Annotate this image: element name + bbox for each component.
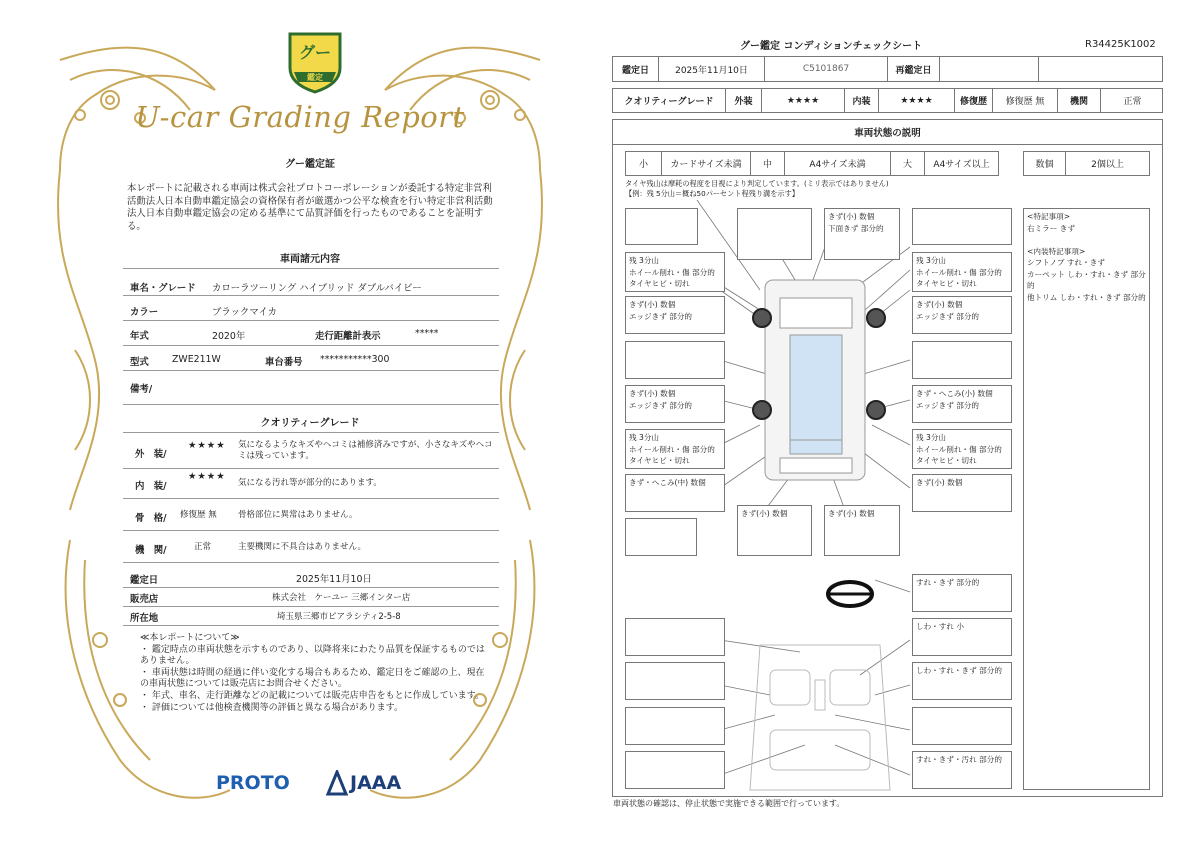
divider (123, 370, 499, 371)
note-box-empty (625, 341, 725, 379)
svg-text:グー: グー (298, 43, 332, 62)
tire-front-right (867, 309, 885, 327)
tire-rear-left (753, 401, 771, 419)
address-label: 所在地 (130, 613, 159, 624)
divider (123, 404, 499, 405)
note-box-empty (625, 618, 725, 656)
interior-label: 内 装/ (135, 481, 167, 492)
engine-label: 機関 (1058, 89, 1101, 112)
mileage-label: 走行距離計表示 (315, 331, 381, 342)
note-front-door-left: きず(小) 数個 エッジきず 部分的 (625, 296, 725, 334)
year-value: 2020年 (212, 331, 246, 342)
count-label: 数個 (1024, 152, 1066, 175)
ext-stars: ★★★★ (762, 89, 845, 112)
jaaa-mark-icon (326, 770, 348, 796)
note-tire-front-right: 残 3分山 ホイール削れ・傷 部分的 タイヤヒビ・切れ (912, 252, 1012, 292)
vehicle-label: 車名・グレード (130, 283, 196, 294)
remarks-label: 備考/ (130, 384, 153, 395)
report-notes (140, 633, 490, 714)
note-box-empty (625, 662, 725, 700)
note-tire-rear-left: 残 3分山 ホイール削れ・傷 部分的 タイヤヒビ・切れ (625, 429, 725, 469)
note-interior-1: しわ・すれ 小 (912, 618, 1012, 656)
divider (123, 606, 499, 607)
report-script-title: U-car Grading Report (135, 100, 465, 134)
repair-value: 修復歴 無 (993, 89, 1058, 112)
interior-stars: ★★★★ (188, 471, 226, 482)
condition-check-sheet (610, 0, 1170, 848)
size-legend (625, 151, 999, 176)
int-label: 内装 (845, 89, 879, 112)
note-box-empty (625, 518, 697, 556)
note-interior-3: すれ・きず・汚れ 部分的 (912, 751, 1012, 789)
divider (123, 587, 499, 588)
reinspect-label: 再鑑定日 (888, 57, 940, 81)
size-small-desc: カードサイズ未満 (662, 152, 751, 175)
tire-note: タイヤ残山は摩耗の程度を目視により判定しています。(ミリ表示ではありません) (625, 179, 889, 188)
note-tire-front-left: 残 3分山 ホイール削れ・傷 部分的 タイヤヒビ・切れ (625, 252, 725, 292)
goo-kantei-logo (286, 32, 344, 94)
proto-logo: PROTO (216, 772, 290, 794)
grade-label: クオリティーグレード (613, 89, 726, 112)
color-value: ブラックマイカ (212, 307, 277, 318)
special-notes: <特記事項> 右ミラー きず <内装特記事項> シフトノブ すれ・きず カーペット しわ・すれ・きず 部分的 他トリム しわ・すれ・きず 部分的 (1023, 208, 1150, 790)
interior-diagram (750, 645, 890, 790)
divider (123, 268, 499, 269)
note-item: ・ 評価については他検査機関等の評価と異なる場合があります。 (140, 702, 403, 713)
grade-row (612, 88, 1163, 113)
note-quarter-right: きず(小) 数個 (912, 474, 1012, 512)
chassis-value: ***********300 (320, 354, 390, 365)
exterior-stars: ★★★★ (188, 440, 226, 451)
note-interior-2: しわ・すれ・きず 部分的 (912, 662, 1012, 700)
note-rear-door-right: きず・へこみ(小) 数個 エッジきず 部分的 (912, 385, 1012, 423)
note-box-empty (625, 208, 698, 245)
sheet-title: グー鑑定 コンディションチェックシート (740, 41, 923, 52)
certificate-statement: 本レポートに記載される車両は株式会社プロトコーポレーションが委託する特定非営利活動法人日本自動車鑑定協会の資格保有者が厳選かつ公平な検査を行い特定非営利活動法人日本自動車鑑定協会の定める基準にて品質評価を行ったものであることを証明する。 (127, 183, 493, 232)
interior-text: 気になる汚れ等が部分的にあります。 (238, 478, 382, 488)
repair-label: 修復歴 (955, 89, 993, 112)
tire-example: 【例：残 5分山＝概ね50パーセント程残り溝を示す】 (625, 189, 799, 198)
note-box-empty (625, 707, 725, 745)
divider (123, 468, 499, 469)
divider (123, 562, 499, 563)
engine-value: 正常 (1123, 97, 1142, 107)
divider (123, 625, 499, 626)
model-value: ZWE211W (172, 354, 221, 365)
exterior-label: 外 装/ (135, 449, 167, 460)
date-value: 2025年11月10日 (659, 57, 765, 81)
vehicle-value: カローラツーリング ハイブリッド ダブルバイビー (212, 283, 422, 294)
note-rear-right: きず(小) 数個 (824, 505, 900, 556)
note-steering: すれ・きず 部分的 (912, 574, 1012, 612)
model-label: 型式 (130, 357, 149, 368)
note-item: ・ 鑑定時点の車両状態を示すものであり、以降将来にわたり品質を保証するものではありません。 (140, 644, 485, 667)
tire-rear-right (867, 401, 885, 419)
size-small: 小 (626, 152, 662, 175)
year-label: 年式 (130, 331, 149, 342)
divider (123, 530, 499, 531)
sheet-footer: 車両状態の確認は、停止状態で実施できる範囲で行っています。 (613, 799, 845, 808)
sheet-id: R34425K1002 (1085, 39, 1156, 50)
inspection-date-row (612, 56, 1163, 82)
mileage-value: ***** (415, 328, 439, 339)
count-legend (1023, 151, 1150, 176)
note-quarter-left: きず・へこみ(中) 数個 (625, 474, 725, 512)
note-tire-rear-right: 残 3分山 ホイール削れ・傷 部分的 タイヤヒビ・切れ (912, 429, 1012, 469)
divider (123, 498, 499, 499)
chassis-label: 車台番号 (265, 357, 303, 368)
engine-text: 主要機関に不具合はありません。 (238, 542, 367, 552)
date-label: 鑑定日 (130, 575, 159, 586)
note-top-right: きず(小) 数個 下面きず 部分的 (824, 208, 900, 260)
exterior-text: 気になるようなキズやヘコミは補修済みですが、小さなキズやヘコミは残っています。 (238, 440, 493, 461)
quality-heading: クオリティーグレード (260, 418, 360, 429)
note-box-empty (912, 341, 1012, 379)
frame-text: 骨格部位に異常はありません。 (238, 510, 358, 520)
notes-title: ≪本レポートについて≫ (140, 633, 240, 643)
note-box-empty (912, 208, 1012, 245)
divider (123, 345, 499, 346)
reinspect-value (940, 57, 1039, 81)
note-box-empty (737, 208, 812, 260)
note-item: ・ 年式、車名、走行距離などの記載については販売店申告をもとに作成しています。 (140, 690, 484, 701)
frame-sub: 修復歴 無 (180, 510, 217, 520)
jaaa-logo: JAAA (350, 772, 402, 794)
engine-sub: 正常 (194, 542, 212, 552)
note-item: ・ 車両状態は時間の経過に伴い変化する場合もあるため、鑑定日をご確認の上、現在の車両状態については販売店にお問合せください。 (140, 667, 485, 690)
cert-number: C5101867 (765, 57, 888, 81)
dealer-label: 販売店 (130, 594, 159, 605)
note-box-empty (912, 707, 1012, 745)
tire-front-left (753, 309, 771, 327)
divider (123, 432, 499, 433)
size-big: 大 (891, 152, 925, 175)
certificate-title: グー鑑定証 (285, 159, 335, 170)
dealer-value: 株式会社 ケーユー 三郷インター店 (272, 593, 411, 603)
note-rear-left: きず(小) 数個 (737, 505, 812, 556)
specs-heading: 車両諸元内容 (280, 254, 340, 265)
count-desc: 2個以上 (1091, 160, 1124, 170)
size-mid-desc: A4サイズ未満 (785, 152, 891, 175)
divider (123, 320, 499, 321)
note-front-door-right: きず(小) 数個 エッジきず 部分的 (912, 296, 1012, 334)
frame-label: 骨 格/ (135, 513, 167, 524)
engine-label: 機 関/ (135, 545, 167, 556)
size-mid: 中 (751, 152, 785, 175)
address-value: 埼玉県三郷市ピアラシティ2-5-8 (277, 612, 401, 622)
divider (123, 295, 499, 296)
size-big-desc: A4サイズ以上 (933, 160, 990, 170)
ext-label: 外装 (726, 89, 762, 112)
note-rear-door-left: きず(小) 数個 エッジきず 部分的 (625, 385, 725, 423)
int-stars: ★★★★ (879, 89, 955, 112)
state-heading: 車両状態の説明 (613, 120, 1162, 145)
date-value: 2025年11月10日 (296, 574, 372, 585)
date-label: 鑑定日 (613, 57, 659, 81)
color-label: カラー (130, 307, 159, 318)
note-box-empty (625, 751, 725, 789)
svg-text:鑑定: 鑑定 (307, 73, 323, 82)
